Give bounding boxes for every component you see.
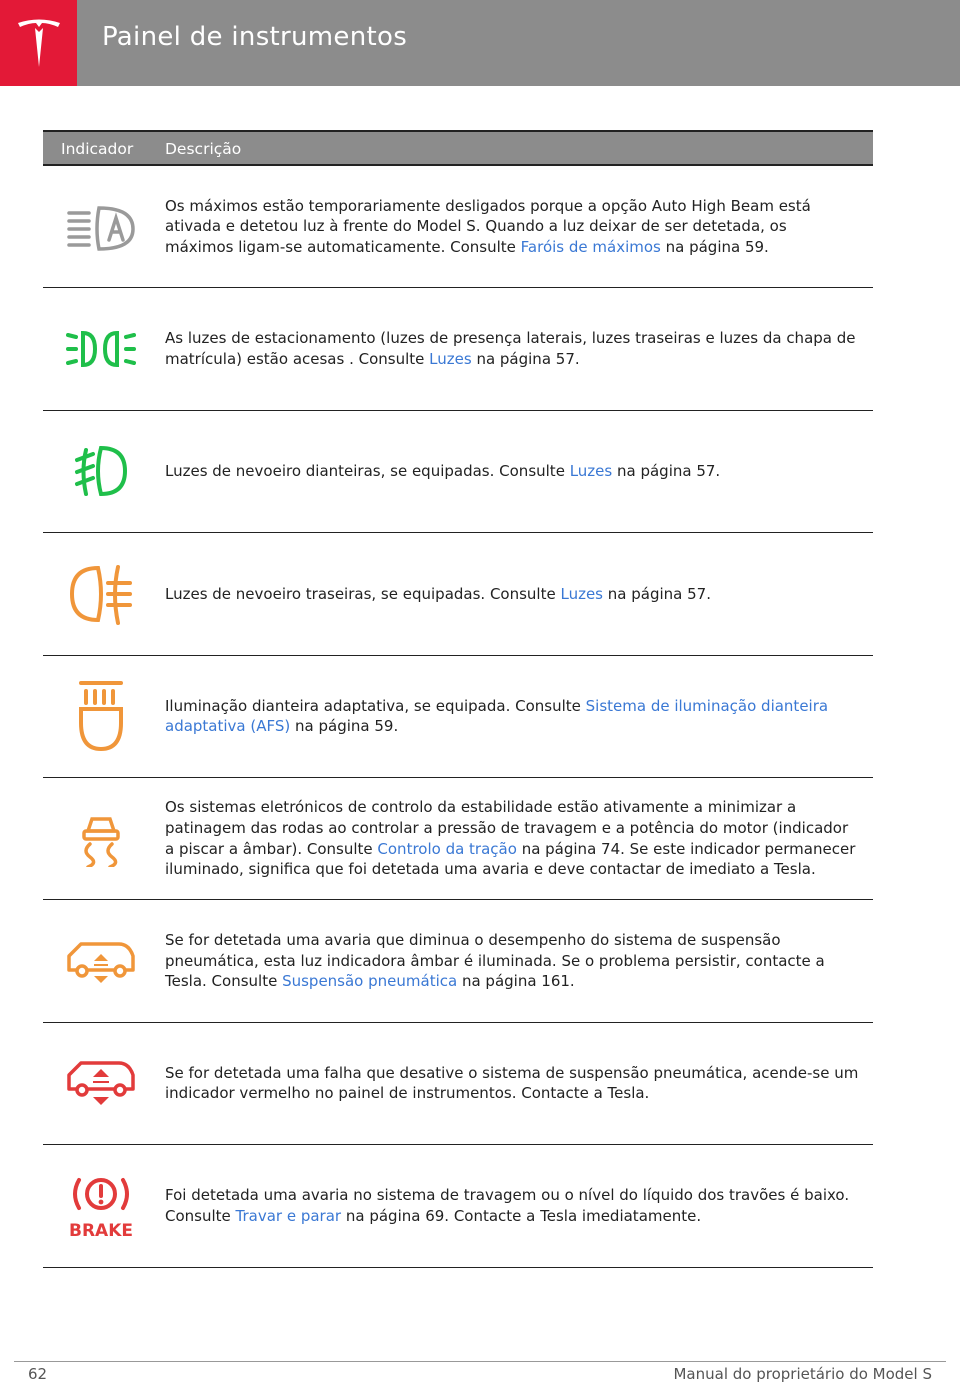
brake-label: BRAKE (68, 1220, 133, 1240)
page-number: 62 (28, 1365, 48, 1383)
row-description: Os sistemas eletrónicos de controlo da estabilidade estão ativamente a minimizar a patinagem das rodas ao controlar a pressão de travagem e a potência do motor (indicador a piscar a âmbar). Consulte Controlo da tração na página 74. Se este indicador permanecer iluminado, significa que foi detetada uma avaria e deve contactar de imediato a Tesla. (165, 798, 856, 879)
table-row (43, 533, 873, 655)
link-farois-de-maximos[interactable]: Faróis de máximos (520, 237, 661, 256)
table-header (43, 130, 873, 166)
table-row (43, 778, 873, 900)
row-description: As luzes de estacionamento (luzes de presença laterais, luzes traseiras e luzes da chapa de matrícula) estão acesas . Consulte Luzes na página 57. (165, 329, 856, 369)
footer-title: Manual do proprietário do Model S (673, 1365, 932, 1383)
link-travar-e-parar[interactable]: Travar e parar (235, 1206, 342, 1225)
row-description: Se for detetada uma falha que desative o sistema de suspensão pneumática, acende-se um indicador vermelho no painel de instrumentos. Contacte a Tesla. (165, 1063, 859, 1103)
link-controlo-da-tracao[interactable]: Controlo da tração (377, 839, 517, 858)
air-suspension-amber-icon (65, 936, 137, 986)
link-luzes[interactable]: Luzes (569, 462, 613, 481)
row-description: Luzes de nevoeiro dianteiras, se equipadas. Consulte Luzes na página 57. (165, 462, 721, 481)
table-row (43, 411, 873, 533)
tesla-logo-icon (16, 17, 62, 69)
row-description: Se for detetada uma avaria que diminua o desempenho do sistema de suspensão pneumática, esta luz indicadora âmbar é iluminada. Se o problema persistir, contacte a Tesla. Consulte Suspensão pneumática na página 161. (165, 931, 825, 991)
table-row (43, 1023, 873, 1145)
table-row (43, 900, 873, 1022)
rear-fog-lights-icon (68, 561, 134, 627)
table-row (43, 288, 873, 410)
link-sistema-de-iluminacao[interactable]: Sistema de iluminação dianteira adaptativa (AFS) (165, 696, 829, 736)
brake-warning-icon (65, 1172, 137, 1240)
row-description: Foi detetada uma avaria no sistema de travagem ou o nível do líquido dos travões é baixo. Consulte Travar e parar na página 69. Contacte a Tesla imediatamente. (165, 1186, 850, 1225)
parking-lights-icon (65, 328, 137, 370)
table-row (43, 656, 873, 778)
link-luzes[interactable]: Luzes (429, 350, 472, 369)
column-header-description: Descrição (165, 140, 242, 158)
link-suspensao-pneumatica[interactable]: Suspensão pneumática (282, 972, 458, 991)
link-luzes[interactable]: Luzes (560, 584, 604, 603)
traction-control-icon (78, 811, 124, 867)
page-header (0, 0, 960, 86)
row-description: Luzes de nevoeiro traseiras, se equipadas. Consulte Luzes na página 57. (165, 584, 711, 603)
column-header-indicator: Indicador (61, 140, 134, 158)
page-title: Painel de instrumentos (102, 22, 408, 52)
front-fog-lights-icon (73, 442, 129, 500)
adaptive-front-lighting-icon (75, 679, 127, 753)
tesla-logo (0, 0, 77, 86)
indicator-table (43, 130, 873, 1268)
table-row (43, 166, 873, 288)
table-row (43, 1145, 873, 1267)
auto-high-beam-icon (65, 203, 137, 251)
row-description: Iluminação dianteira adaptativa, se equipada. Consulte Sistema de iluminação dianteira adaptativa (AFS) na página 59. (165, 696, 829, 736)
footer-divider (14, 1361, 946, 1362)
air-suspension-red-icon (65, 1055, 137, 1111)
row-description: Os máximos estão temporariamente desligados porque a opção Auto High Beam está ativada e detetou luz à frente do Model S. Quando a luz deixar de ser detetada, os máximos ligam-se automaticamente. Consulte Faróis de máximos na página 59. (165, 196, 811, 256)
